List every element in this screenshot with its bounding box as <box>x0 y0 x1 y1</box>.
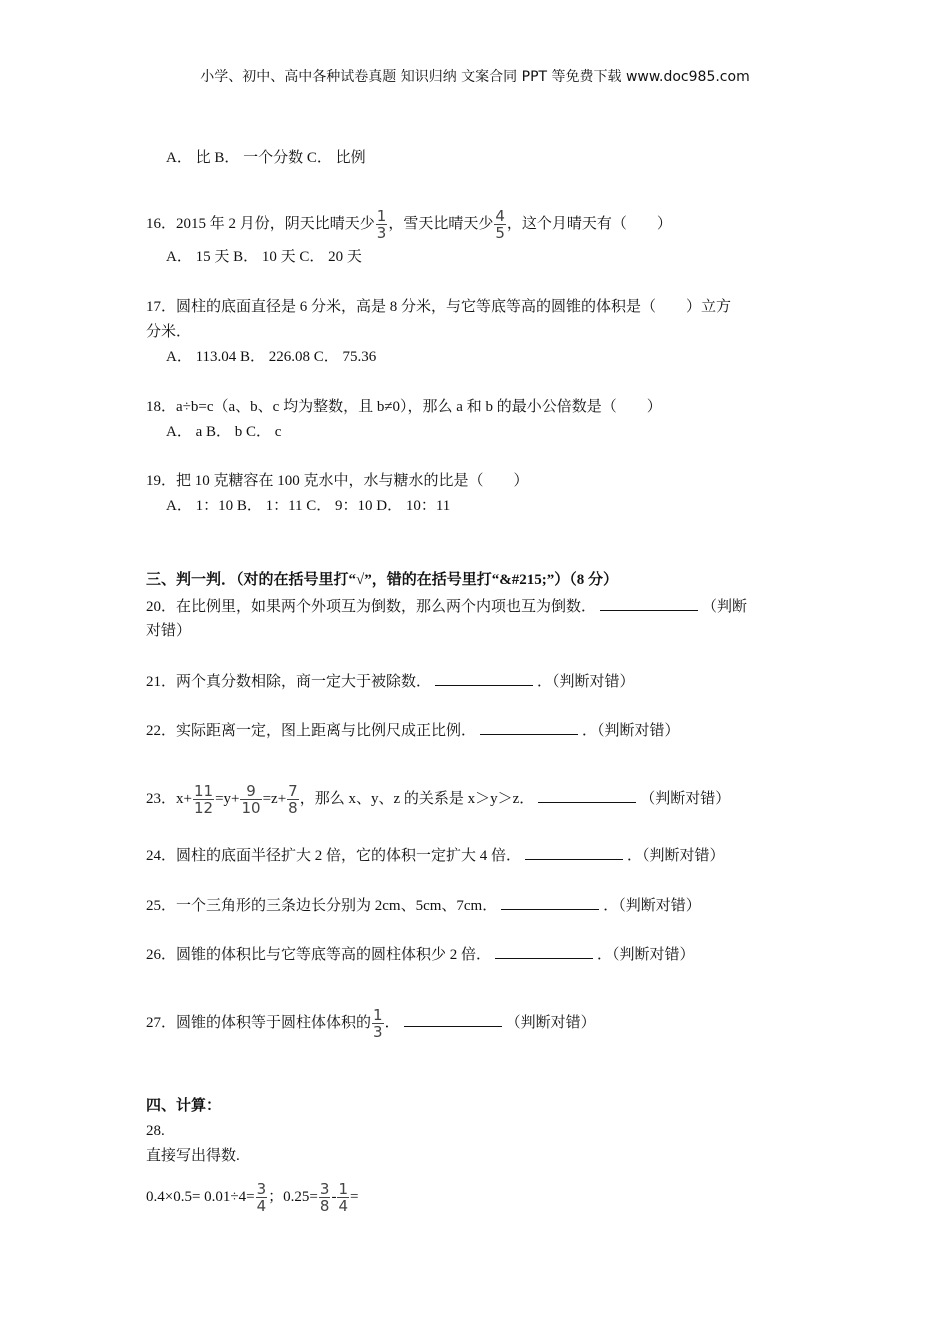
answer-blank[interactable] <box>435 671 533 686</box>
question-25: 25．一个三角形的三条边长分别为 2cm、5cm、7cm． ．（判断对错） <box>146 895 701 916</box>
fraction-seven-eighths: $\frac{7}{8}$ <box>288 782 298 817</box>
q16-middle: ，雪天比晴天少 <box>388 215 494 232</box>
fraction-three-eighths: $\frac{3}{8}$ <box>319 1180 330 1215</box>
question-24: 24．圆柱的底面半径扩大 2 倍，它的体积一定扩大 4 倍． ．（判断对错） <box>146 845 725 866</box>
q28-number: 28. <box>146 1123 165 1139</box>
page-header: 小学、初中、高中各种试卷真题 知识归纳 文案合同 PPT 等免费下载 www.doc985.com <box>200 69 750 85</box>
fraction-four-fifths: $\frac{4}{5}$ <box>495 207 505 242</box>
answer-blank[interactable] <box>525 845 623 860</box>
q16-prefix: 16．2015 年 2 月份，阴天比晴天少 <box>146 215 375 232</box>
question-22: 22．实际距离一定，图上距离与比例尺成正比例． ．（判断对错） <box>146 720 680 741</box>
answer-blank[interactable] <box>495 944 593 959</box>
q17-options: A． 113.04 B． 226.08 C． 75.36 <box>166 349 377 365</box>
section-3-title: 三、判一判．（对的在括号里打“√”，错的在括号里打“&#215;”）（8 分） <box>146 572 618 588</box>
question-27: 27．圆锥的体积等于圆柱体体积的 $\frac{1}{3}$ ． （判断对错） <box>146 1006 596 1041</box>
q20-line2: 对错） <box>146 623 192 639</box>
question-23: 23．x+ $\frac{11}{12}$ =y+ $\frac{9}{10}$ =z+ $\frac{7}{8}$ ，那么 x、y、z 的关系是 x＞y＞z． （判断对错） <box>146 782 731 817</box>
answer-blank[interactable] <box>404 1012 502 1027</box>
fraction-one-third: $\frac{1}{3}$ <box>373 1006 383 1041</box>
section-4-title: 四、计算： <box>146 1098 222 1114</box>
q18-options: A． a B． b C． c <box>166 424 282 440</box>
q19-options: A． 1：10 B． 1：11 C． 9：10 D． 10：11 <box>166 498 451 514</box>
q17-line2: 分米． <box>146 324 192 340</box>
q28-instruction: 直接写出得数. <box>146 1148 240 1164</box>
fraction-eleven-twelfths: $\frac{11}{12}$ <box>193 782 214 817</box>
answer-blank[interactable] <box>480 720 578 735</box>
answer-blank[interactable] <box>600 596 698 611</box>
fraction-one-quarter: $\frac{1}{4}$ <box>338 1180 348 1215</box>
answer-blank[interactable] <box>538 788 636 803</box>
q16-options: A． 15 天 B． 10 天 C． 20 天 <box>166 249 362 265</box>
q18-text: 18．a÷b=c（a、b、c 均为整数，且 b≠0），那么 a 和 b 的最小公倍数是（ ） <box>146 399 662 415</box>
q28-expressions: 0.4×0.5= 0.01÷4= $\frac{3}{4}$ ；0.25= $\frac{3}{8}$ - $\frac{1}{4}$ = <box>146 1180 359 1215</box>
fraction-three-quarters: $\frac{3}{4}$ <box>256 1180 267 1215</box>
q15-options: A． 比 B． 一个分数 C． 比例 <box>166 150 366 166</box>
answer-blank[interactable] <box>501 895 599 910</box>
q17-line1: 17．圆柱的底面直径是 6 分米，高是 8 分米，与它等底等高的圆锥的体积是（ ）立方 <box>146 299 732 315</box>
question-21: 21．两个真分数相除，商一定大于被除数． ．（判断对错） <box>146 671 635 692</box>
fraction-nine-tenths: $\frac{9}{10}$ <box>241 782 261 817</box>
q19-text: 19．把 10 克糖容在 100 克水中，水与糖水的比是（ ） <box>146 473 529 489</box>
question-20: 20．在比例里，如果两个外项互为倒数，那么两个内项也互为倒数． （判断 <box>146 596 747 617</box>
question-16 <box>146 208 672 241</box>
q16-suffix: ，这个月晴天有（ ） <box>506 215 672 232</box>
question-26: 26．圆锥的体积比与它等底等高的圆柱体积少 2 倍． ．（判断对错） <box>146 944 695 965</box>
fraction-one-third: $\frac{1}{3}$ <box>376 207 387 242</box>
